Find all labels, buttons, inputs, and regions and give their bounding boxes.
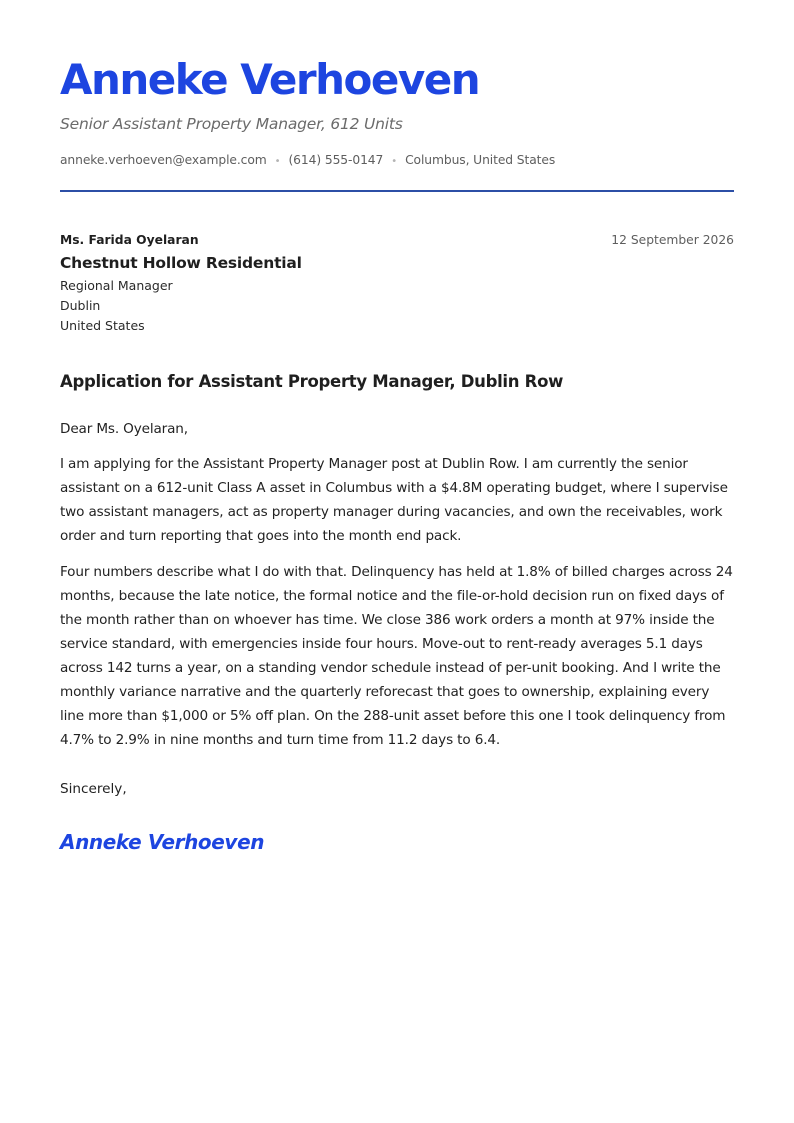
contact-phone[interactable]: (614) 555-0147	[288, 153, 384, 167]
recipient-address-line: United States	[60, 318, 145, 333]
header-divider	[60, 190, 734, 192]
contact-location: Columbus, United States	[405, 153, 556, 167]
letter-subject: Application for Assistant Property Manager, Dublin Row	[60, 372, 564, 391]
letter-closing: Sincerely,	[60, 781, 127, 797]
separator-dot: •	[391, 156, 398, 167]
recipient-address-line: Dublin	[60, 298, 101, 313]
separator-dot: •	[274, 156, 281, 167]
signature: Anneke Verhoeven	[60, 830, 265, 854]
recipient-name: Ms. Farida Oyelaran	[60, 233, 199, 247]
applicant-name: Anneke Verhoeven	[60, 55, 480, 104]
recipient-company: Chestnut Hollow Residential	[60, 254, 302, 272]
letter-date: 12 September 2026	[611, 233, 734, 247]
contact-email[interactable]: anneke.verhoeven@example.com	[60, 153, 267, 167]
letter-body	[60, 417, 734, 764]
letter-paragraph: Four numbers describe what I do with that. Delinquency has held at 1.8% of billed charges across 24 months, because the late notice, the formal notice and the file-or-hold decision run on fixed days of the month rather than on whoever has time. We close 386 work orders a month at 97% inside the service standard, with emergencies inside four hours. Move-out to rent-ready averages 5.1 days across 142 turns a year, on a standing vendor schedule instead of per-unit booking. And I write the monthly variance narrative and the quarterly reforecast that goes to ownership, explaining every line more than $1,000 or 5% off plan. On the 288-unit asset before this one I took delinquency from 4.7% to 2.9% in nine months and turn time from 11.2 days to 6.4.	[60, 564, 733, 748]
applicant-title: Senior Assistant Property Manager, 612 Units	[60, 115, 403, 133]
letter-paragraph: I am applying for the Assistant Property Manager post at Dublin Row. I am currently the senior assistant on a 612-unit Class A asset in Columbus with a $4.8M operating budget, where I supervise two assistant managers, act as property manager during vacancies, and own the receivables, work order and turn reporting that goes into the month end pack.	[60, 456, 728, 544]
letter-greeting: Dear Ms. Oyelaran,	[60, 421, 188, 437]
contact-line	[60, 153, 555, 167]
recipient-address-line: Regional Manager	[60, 278, 173, 293]
